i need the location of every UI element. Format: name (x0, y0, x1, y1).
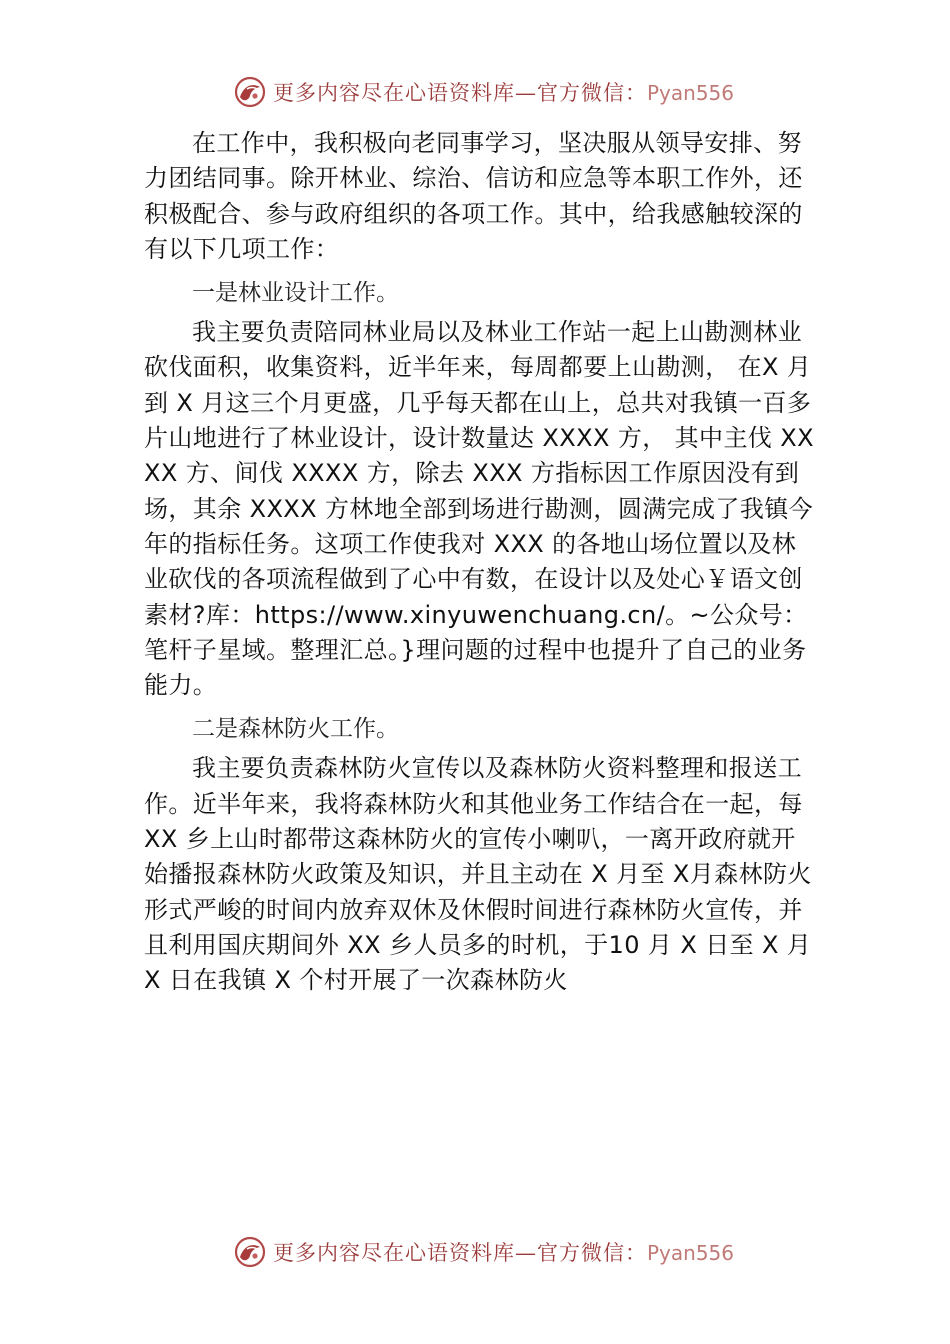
dragon-seal-icon (233, 1235, 267, 1269)
dragon-seal-icon (233, 75, 267, 109)
section-heading-fire-prevention: 二是森林防火工作。 (192, 716, 399, 743)
footer-banner (233, 1232, 735, 1272)
header-banner-text (273, 77, 734, 107)
section-heading-forestry-design: 一是林业设计工作。 (192, 280, 399, 307)
document-body (144, 126, 816, 999)
banner-slogan: 更多内容尽在心语资料库—官方微信： (273, 1241, 647, 1265)
banner-slogan: 更多内容尽在心语资料库—官方微信： (273, 81, 647, 105)
wechat-id: Pyan556 (647, 1241, 735, 1265)
footer-banner-text (273, 1237, 734, 1267)
forestry-design-paragraph: 我主要负责陪同林业局以及林业工作站一起上山勘测林业砍伐面积，收集资料，近半年来，每周都要上山勘测， 在X 月到 X 月这三个月更盛，几乎每天都在山上，总共对我镇一百多片山地进行了林业设计，设计数量达 XXXX 方， 其中主伐 XXXX 方、间伐 XXXX 方，除去 XXX 方指标因工作原因没有到场，其余 XXXX 方林地全部到场进行勘测，圆满完成了我镇今年的指标任务。这项工作使我对 XXX 的各地山场位置以及林业砍伐的各项流程做到了心中有数，在设计以及处心￥语文创素材?库：https://www.xinyuwenchuang.cn/。~公众号：笔杆子星域。整理汇总。}理问题的过程中也提升了自己的业务能力。 (144, 318, 814, 700)
wechat-id: Pyan556 (647, 81, 735, 105)
intro-paragraph: 在工作中，我积极向老同事学习，坚决服从领导安排、努力团结同事。除开林业、综治、信访和应急等本职工作外，还积极配合、参与政府组织的各项工作。其中，给我感触较深的有以下几项工作： (144, 129, 803, 263)
fire-prevention-paragraph: 我主要负责森林防火宣传以及森林防火资料整理和报送工作。近半年来，我将森林防火和其他业务工作结合在一起，每 XX 乡上山时都带这森林防火的宣传小喇叭，一离开政府就开始播报森林防火政策及知识，并且主动在 X 月至 X月森林防火形式严峻的时间内放弃双休及休假时间进行森林防火宣传，并且利用国庆期间外 XX 乡人员多的时机，于10 月 X 日至 X 月 X 日在我镇 X 个村开展了一次森林防火 (144, 754, 812, 995)
header-banner (233, 72, 735, 112)
